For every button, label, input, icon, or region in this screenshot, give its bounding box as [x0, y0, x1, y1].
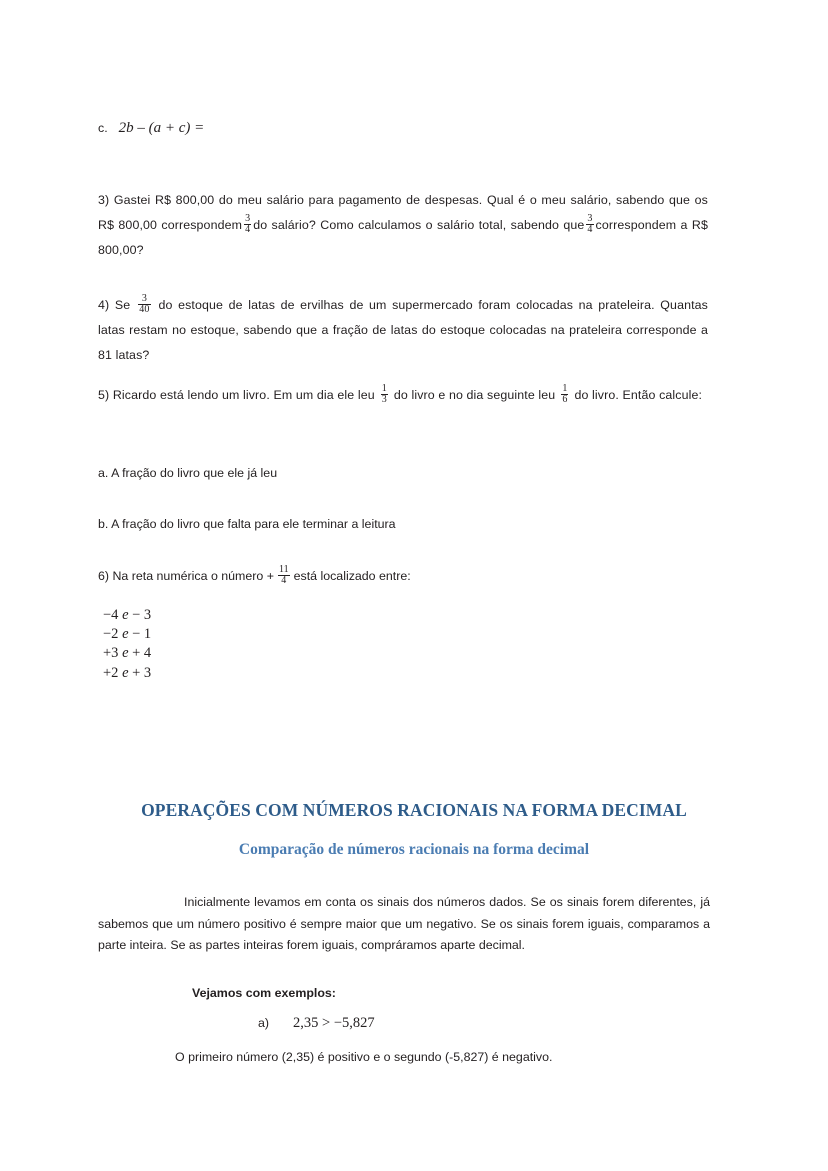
q4-text-part-1: 4) Se [98, 298, 131, 312]
q3-fraction-1-numerator: 3 [245, 213, 251, 224]
q4-fraction [138, 294, 150, 315]
exercise-question-5b: b. A fração do livro que falta para ele terminar a leitura [98, 517, 396, 531]
q5-fraction-1-numerator: 1 [381, 383, 387, 394]
exercise-question-4 [98, 293, 708, 368]
q5-fraction-2-denominator: 6 [562, 394, 568, 406]
q6-fraction-denominator: 4 [278, 575, 290, 586]
q3-fraction-2-denominator: 4 [587, 224, 593, 236]
example-a-letter: a) [258, 1016, 270, 1030]
q3-text-part-3: correspondem a R$ 800,00? [98, 218, 708, 257]
option-conjunction: e [122, 626, 129, 643]
q5-text-part-2: do livro e no dia seguinte leu [393, 388, 556, 402]
q4-fraction-denominator: 40 [139, 304, 150, 316]
q5-fraction-2-numerator: 1 [562, 383, 568, 394]
q4-fraction-numerator: 3 [141, 293, 147, 304]
option-left-value: +2 [103, 664, 123, 681]
option-right-value: + 3 [128, 664, 152, 681]
option-right-value: − 1 [128, 626, 152, 643]
option-conjunction: e [122, 645, 129, 662]
q3-text-part-1: 3) Gastei R$ 800,00 do meu salário para pagamento de despesas. Qual é o meu salário, sabendo que os R$ 800,00 correspondem [98, 193, 708, 232]
option-right-value: − 3 [128, 607, 152, 623]
option-right-value: + 4 [128, 645, 152, 662]
example-a-explanation: O primeiro número (2,35) é positivo e o segundo (-5,827) é negativo. [175, 1050, 553, 1064]
option-left-value: −4 [103, 607, 123, 623]
q6-text-part-1: 6) Na reta numérica o número + [98, 569, 274, 583]
q6-text-part-2: está localizado entre: [293, 569, 411, 583]
q3-text-part-2: do salário? Como calculamos o salário total, sabendo que [253, 218, 585, 232]
section-heading: OPERAÇÕES COM NÚMEROS RACIONAIS NA FORMA DECIMAL [141, 800, 687, 820]
q3-fraction-2 [586, 214, 593, 235]
q5-text-part-1: 5) Ricardo está lendo um livro. Em um dia ele leu [98, 388, 375, 402]
question-6-option [103, 606, 151, 625]
q5-fraction-1-denominator: 3 [381, 394, 387, 406]
question-6-option-list [103, 606, 151, 683]
section-subheading: Comparação de números racionais na forma decimal [238, 841, 590, 858]
paragraph-text: Inicialmente levamos em conta os sinais dos números dados. Se os sinais forem diferentes, já sabemos que um número positivo é sempre maior que um negativo. Se os sinais forem iguais, comparamos a parte inteira. Se as partes inteiras forem iguais, compráramos aparte decimal. [98, 895, 710, 952]
exercise-question-3 [98, 188, 708, 263]
q3-fraction-1-denominator: 4 [245, 224, 251, 236]
q5-text-part-3: do livro. Então calcule: [574, 388, 703, 402]
examples-label: Vejamos com exemplos: [192, 986, 336, 1000]
option-conjunction: e [122, 607, 129, 623]
question-6-option [103, 644, 151, 663]
option-conjunction: e [122, 664, 129, 681]
item-c-label: c. [98, 121, 108, 135]
exercise-question-5 [98, 383, 708, 408]
section-paragraph [98, 892, 710, 957]
q3-fraction-1 [244, 214, 251, 235]
q5-fraction-2 [561, 384, 568, 405]
q6-fraction [278, 565, 290, 586]
exercise-question-6 [98, 564, 708, 589]
exercise-question-5a: a. A fração do livro que ele já leu [98, 466, 278, 480]
question-6-option [103, 664, 151, 683]
example-a-equation: 2,35 > −5,827 [293, 1015, 375, 1031]
q6-fraction-numerator: 11 [278, 564, 289, 575]
exercise-item-c [98, 120, 204, 137]
q3-fraction-2-numerator: 3 [587, 213, 593, 224]
option-left-value: −2 [103, 626, 123, 643]
question-6-option [103, 625, 151, 644]
q5-fraction-1 [381, 384, 388, 405]
option-left-value: +3 [103, 645, 123, 662]
q4-text-part-2: do estoque de latas de ervilhas de um supermercado foram colocadas na prateleira. Quantas latas restam no estoque, sabendo que a fração de latas do estoque colocadas na prateleira corresponde a 81 latas? [98, 298, 708, 362]
item-c-expression: 2b – (a + c) = [118, 120, 205, 136]
example-a [258, 1015, 375, 1032]
